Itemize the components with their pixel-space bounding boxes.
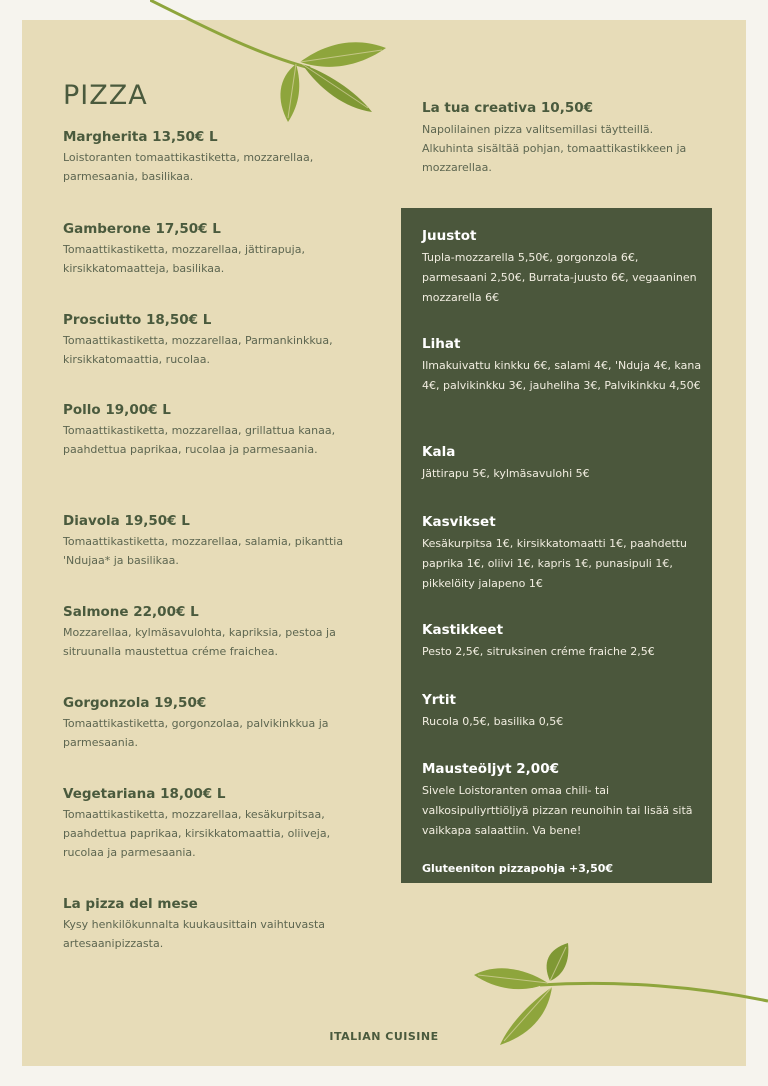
item-name: Gorgonzola 19,50€ bbox=[63, 695, 207, 711]
menu-item bbox=[63, 221, 363, 278]
extras-description: Sivele Loistoranten omaa chili- tai valkosipuliyrttiöljyä pizzan reunoihin tai lisää sitä vaikkapa salaattiin. Va bene! bbox=[422, 784, 693, 837]
leaf-branch-top-icon bbox=[150, 0, 400, 140]
item-description: Loistoranten tomaattikastiketta, mozzarellaa, parmesaania, basilikaa. bbox=[63, 151, 314, 183]
extras-description: Ilmakuivattu kinkku 6€, salami 4€, 'Nduja 4€, kana 4€, palvikinkku 3€, jauheliha 3€, Palvikinkku 4,50€ bbox=[422, 359, 702, 392]
extras-section bbox=[422, 761, 702, 841]
extras-heading: Kala bbox=[422, 444, 456, 460]
extras-description: Jättirapu 5€, kylmäsavulohi 5€ bbox=[422, 467, 590, 480]
item-name: Vegetariana 18,00€ L bbox=[63, 786, 226, 802]
item-name: Gamberone 17,50€ L bbox=[63, 221, 221, 237]
extras-heading: Juustot bbox=[422, 228, 477, 244]
extras-heading: Mausteöljyt 2,00€ bbox=[422, 761, 559, 777]
extras-section bbox=[422, 444, 702, 484]
item-name: Margherita 13,50€ L bbox=[63, 129, 218, 145]
item-description: Tomaattikastiketta, mozzarellaa, salamia, pikanttia 'Ndujaa* ja basilikaa. bbox=[63, 535, 344, 567]
item-description: Tomaattikastiketta, mozzarellaa, Parmankinkkua, kirsikkatomaattia, rucolaa. bbox=[63, 334, 333, 366]
extras-section bbox=[422, 514, 702, 594]
extras-heading: Lihat bbox=[422, 336, 461, 352]
extras-section bbox=[422, 692, 702, 732]
item-name: Prosciutto 18,50€ L bbox=[63, 312, 212, 328]
item-description: Tomaattikastiketta, mozzarellaa, jättirapuja, kirsikkatomaatteja, basilikaa. bbox=[63, 243, 305, 275]
menu-item bbox=[63, 402, 363, 459]
menu-item bbox=[63, 513, 363, 570]
creativa-description: Napolilainen pizza valitsemillasi täytteillä. Alkuhinta sisältää pohjan, tomaattikastikkeen ja mozzarellaa. bbox=[422, 123, 687, 174]
menu-item bbox=[63, 695, 363, 752]
extras-description: Kesäkurpitsa 1€, kirsikkatomaatti 1€, paahdettu paprika 1€, oliivi 1€, kapris 1€, punasipuli 1€, pikkelöity jalapeno 1€ bbox=[422, 537, 687, 590]
item-name: Salmone 22,00€ L bbox=[63, 604, 199, 620]
item-name: Diavola 19,50€ L bbox=[63, 513, 190, 529]
item-description: Kysy henkilökunnalta kuukausittain vaihtuvasta artesaanipizzasta. bbox=[63, 918, 326, 950]
menu-item bbox=[63, 312, 363, 369]
extras-panel bbox=[401, 208, 712, 883]
item-description: Mozzarellaa, kylmäsavulohta, kapriksia, pestoa ja sitruunalla maustettua créme fraichea. bbox=[63, 626, 336, 658]
extras-section bbox=[422, 622, 702, 662]
item-description: Tomaattikastiketta, gorgonzolaa, palvikinkkua ja parmesaania. bbox=[63, 717, 329, 749]
extras-description: Rucola 0,5€, basilika 0,5€ bbox=[422, 715, 564, 728]
extras-description: Pesto 2,5€, sitruksinen créme fraiche 2,5€ bbox=[422, 645, 655, 658]
extras-heading: Kastikkeet bbox=[422, 622, 504, 638]
footer-label: ITALIAN CUISINE bbox=[329, 1030, 439, 1043]
extras-heading: Yrtit bbox=[422, 692, 456, 708]
gluten-free-note: Gluteeniton pizzapohja +3,50€ bbox=[422, 862, 614, 875]
extras-section bbox=[422, 336, 702, 396]
creativa-item bbox=[422, 100, 702, 177]
extras-heading: Kasvikset bbox=[422, 514, 496, 530]
menu-title: PIZZA bbox=[63, 80, 148, 111]
menu-item bbox=[63, 786, 363, 862]
item-description: Tomaattikastiketta, mozzarellaa, kesäkurpitsaa, paahdettua paprikaa, kirsikkatomaattia, oliiveja, rucolaa ja parmesaania. bbox=[63, 808, 331, 859]
extras-description: Tupla-mozzarella 5,50€, gorgonzola 6€, parmesaani 2,50€, Burrata-juusto 6€, vegaaninen mozzarella 6€ bbox=[422, 251, 697, 304]
item-description: Tomaattikastiketta, mozzarellaa, grillattua kanaa, paahdettua paprikaa, rucolaa ja parmesaania. bbox=[63, 424, 336, 456]
menu-item bbox=[63, 604, 363, 661]
menu-item bbox=[63, 896, 363, 953]
extras-section bbox=[422, 228, 702, 308]
creativa-name: La tua creativa 10,50€ bbox=[422, 100, 593, 116]
item-name: La pizza del mese bbox=[63, 896, 198, 912]
menu-item bbox=[63, 129, 363, 186]
item-name: Pollo 19,00€ L bbox=[63, 402, 171, 418]
